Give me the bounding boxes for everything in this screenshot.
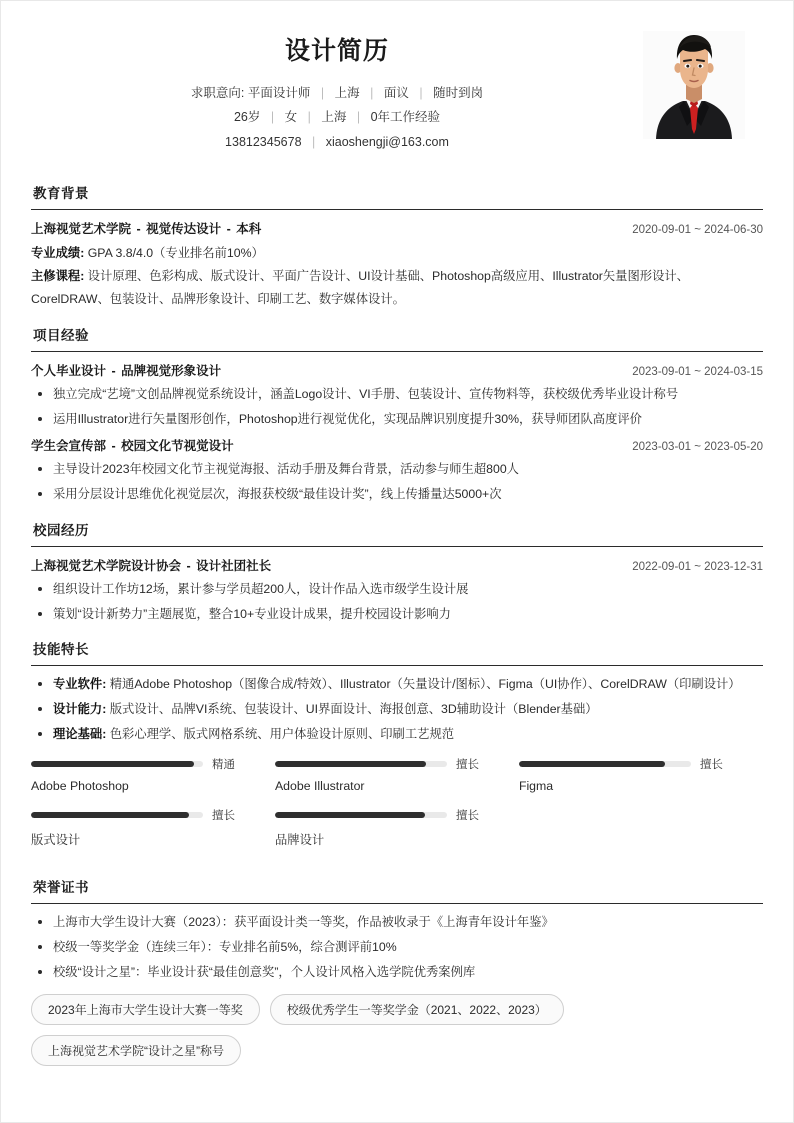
project-bullets: [31, 460, 763, 504]
skill-bullet-label: 理论基础:: [53, 726, 107, 741]
section-divider: [31, 351, 763, 352]
entry-head: [31, 436, 763, 454]
skill-bullet-text: 色彩心理学、版式网格系统、用户体验设计原则、印刷工艺规范: [109, 726, 455, 741]
list-item: 运用Illustrator进行矢量图形创作，Photoshop进行视觉优化，实现品牌识别度提升30%，获导师团队高度评价: [31, 410, 763, 429]
campus-title: [31, 556, 271, 574]
title-dash: -: [223, 222, 235, 237]
education-school: 上海视觉艺术学院: [31, 222, 132, 237]
skill-bullet-text: 精通Adobe Photoshop（图像合成/特效）、Illustrator（矢量设计/图标）、Figma（UI协作）、CorelDRAW（印刷设计）: [109, 676, 741, 691]
project-title: [31, 361, 221, 379]
separator-icon: |: [307, 110, 311, 125]
separator-icon: |: [356, 110, 361, 125]
title-dash: -: [133, 222, 145, 237]
title-dash: -: [183, 558, 195, 573]
separator-icon: |: [270, 110, 275, 125]
section-campus: [31, 515, 763, 624]
education-gpa-label: 专业成绩:: [31, 246, 85, 261]
skill-bar-grid: [31, 756, 763, 862]
skill-bar-fill: [31, 761, 194, 767]
list-item: [31, 725, 763, 744]
list-item: 组织设计工作坊12场，累计参与学员超200人，设计作品入选市级学生设计展: [31, 580, 763, 599]
skill-bar-track: [275, 812, 447, 818]
skill-bullet-text: 版式设计、品牌VI系统、包装设计、UI界面设计、海报创意、3D辅助设计（Blender基础）: [109, 701, 598, 716]
project-bullets: [31, 385, 763, 429]
entry-head: [31, 361, 763, 379]
separator-icon: |: [419, 86, 423, 100]
education-major: 视觉传达设计: [146, 222, 222, 237]
skill-bullet-label: 专业软件:: [53, 676, 107, 691]
title-dash: -: [108, 364, 120, 379]
section-title-education: 教育背景: [33, 186, 89, 202]
skill-bar-fill: [519, 761, 665, 767]
resume-header: [31, 21, 763, 168]
skill-bar-track: [275, 761, 447, 767]
section-divider: [31, 903, 763, 904]
skill-bullet-label: 设计能力:: [53, 701, 107, 716]
skill-bar-track: [31, 761, 203, 767]
honor-tag: 校级优秀学生一等奖学金（2021、2022、2023）: [270, 994, 564, 1025]
job-intent-city: 上海: [334, 86, 360, 100]
section-divider: [31, 209, 763, 210]
skill-bar-row: [519, 756, 741, 772]
skill-bar-fill: [275, 761, 426, 767]
skill-bar-item: [31, 756, 275, 807]
list-item: 校级一等奖学金（连续三年）：专业排名前5%，综合测评前10%: [31, 938, 763, 957]
skill-bar-item: [275, 807, 519, 862]
campus-org: 上海视觉艺术学院设计协会: [31, 558, 182, 573]
section-divider: [31, 665, 763, 666]
education-courses-label: 主修课程:: [31, 268, 85, 283]
personal-city: 上海: [321, 110, 347, 125]
section-education: [31, 178, 763, 310]
project-date: 2023-09-01 ~ 2024-03-15: [632, 366, 763, 379]
job-intent-position: 平面设计师: [247, 86, 311, 100]
education-courses-row: [31, 265, 763, 310]
honor-bullets: [31, 913, 763, 982]
job-intent-salary: 面议: [383, 86, 409, 100]
job-intent-label: 求职意向:: [190, 86, 245, 100]
skill-bar-fill: [275, 812, 425, 818]
skill-bar-track: [31, 812, 203, 818]
skill-name-label: 版式设计: [31, 832, 81, 847]
project-date: 2023-03-01 ~ 2023-05-20: [632, 441, 763, 454]
skill-level-label: 擅长: [212, 809, 235, 822]
section-title-projects: 项目经验: [33, 328, 89, 344]
skill-bar-item: [31, 807, 275, 862]
section-title-campus: 校园经历: [33, 522, 89, 538]
skill-level-label: 擅长: [455, 809, 479, 822]
list-item: 主导设计2023年校园文化节主视觉海报、活动手册及舞台背景，活动参与师生超800人: [31, 460, 763, 479]
campus-date: 2022-09-01 ~ 2023-12-31: [632, 560, 763, 573]
campus-role: 设计社团社长: [196, 558, 272, 573]
contact-email: xiaoshengji@163.com: [325, 134, 449, 149]
skill-name-label: Adobe Illustrator: [274, 778, 365, 793]
skill-bar-fill: [31, 812, 189, 818]
contact-phone: 13812345678: [225, 134, 302, 149]
honor-tag: 上海视觉艺术学院“设计之星”称号: [31, 1035, 241, 1066]
project-org: 学生会宣传部: [31, 439, 107, 454]
project-title: [31, 436, 234, 454]
list-item: 采用分层设计思维优化视觉层次，海报获校级“最佳设计奖”，线上传播量达5000+次: [31, 485, 763, 504]
skill-name-label: 品牌设计: [274, 832, 325, 847]
project-entry: [31, 436, 763, 504]
separator-icon: |: [370, 86, 374, 100]
skill-level-label: 擅长: [455, 758, 479, 771]
list-item: 上海市大学生设计大赛（2023）：获平面设计类一等奖，作品被收录于《上海青年设计年鉴》: [31, 913, 763, 932]
honor-tag-list: [31, 994, 763, 1066]
job-intent-availability: 随时到岗: [433, 86, 484, 100]
skill-name-label: Adobe Photoshop: [31, 778, 129, 793]
education-courses-value: 设计原理、色彩构成、版式设计、平面广告设计、UI设计基础、Photoshop高级应用、Illustrator矢量图形设计、CorelDRAW、包装设计、品牌形象设计、印刷工艺、数字媒体设计。: [31, 268, 689, 306]
personal-age: 26岁: [233, 110, 261, 125]
list-item: 校级“设计之星”：毕业设计获“最佳创意奖”，个人设计风格入选学院优秀案例库: [31, 963, 763, 982]
section-projects: [31, 320, 763, 504]
campus-entry: [31, 556, 763, 624]
page-title: 设计简历: [284, 37, 389, 65]
project-role: 校园文化节视觉设计: [121, 439, 234, 454]
personal-gender: 女: [284, 110, 298, 125]
avatar: [643, 31, 745, 139]
skill-bullets: [31, 675, 763, 744]
title-dash: -: [108, 439, 120, 454]
campus-bullets: [31, 580, 763, 624]
list-item: [31, 675, 763, 694]
list-item: [31, 700, 763, 719]
section-divider: [31, 546, 763, 547]
education-gpa-value: GPA 3.8/4.0（专业排名前10%）: [87, 246, 264, 261]
skill-bar-track: [519, 761, 691, 767]
section-title-honors: 荣誉证书: [33, 879, 89, 895]
project-org: 个人毕业设计: [31, 364, 107, 379]
section-honors: [31, 872, 763, 1066]
skill-name-label: Figma: [518, 778, 554, 793]
skill-bar-row: [31, 807, 253, 823]
entry-head: [31, 556, 763, 574]
personal-experience: 0年工作经验: [370, 110, 441, 125]
education-date: 2020-09-01 ~ 2024-06-30: [632, 224, 763, 237]
skill-bar-row: [275, 756, 497, 772]
education-degree: 本科: [236, 222, 262, 237]
entry-head: [31, 219, 763, 237]
education-entry: [31, 219, 763, 310]
skill-bar-row: [275, 807, 497, 823]
project-role: 品牌视觉形象设计: [121, 364, 222, 379]
education-gpa-row: [31, 242, 763, 265]
project-entry: [31, 361, 763, 429]
skill-bar-item: [519, 756, 763, 807]
skill-level-label: 擅长: [699, 758, 723, 771]
section-skills: [31, 634, 763, 862]
honor-tag: 2023年上海市大学生设计大赛一等奖: [31, 994, 260, 1025]
education-title: [31, 219, 261, 237]
list-item: 策划“设计新势力”主题展览，整合10+专业设计成果，提升校园设计影响力: [31, 605, 763, 624]
list-item: 独立完成“艺境”文创品牌视觉系统设计，涵盖Logo设计、VI手册、包装设计、宣传物料等，获校级优秀毕业设计称号: [31, 385, 763, 404]
skill-bar-item: [275, 756, 519, 807]
skill-level-label: 精通: [212, 758, 235, 771]
avatar-illustration: [643, 31, 745, 139]
skill-bar-row: [31, 756, 253, 772]
separator-icon: |: [320, 86, 325, 100]
separator-icon: |: [312, 134, 316, 149]
section-title-skills: 技能特长: [33, 641, 89, 657]
